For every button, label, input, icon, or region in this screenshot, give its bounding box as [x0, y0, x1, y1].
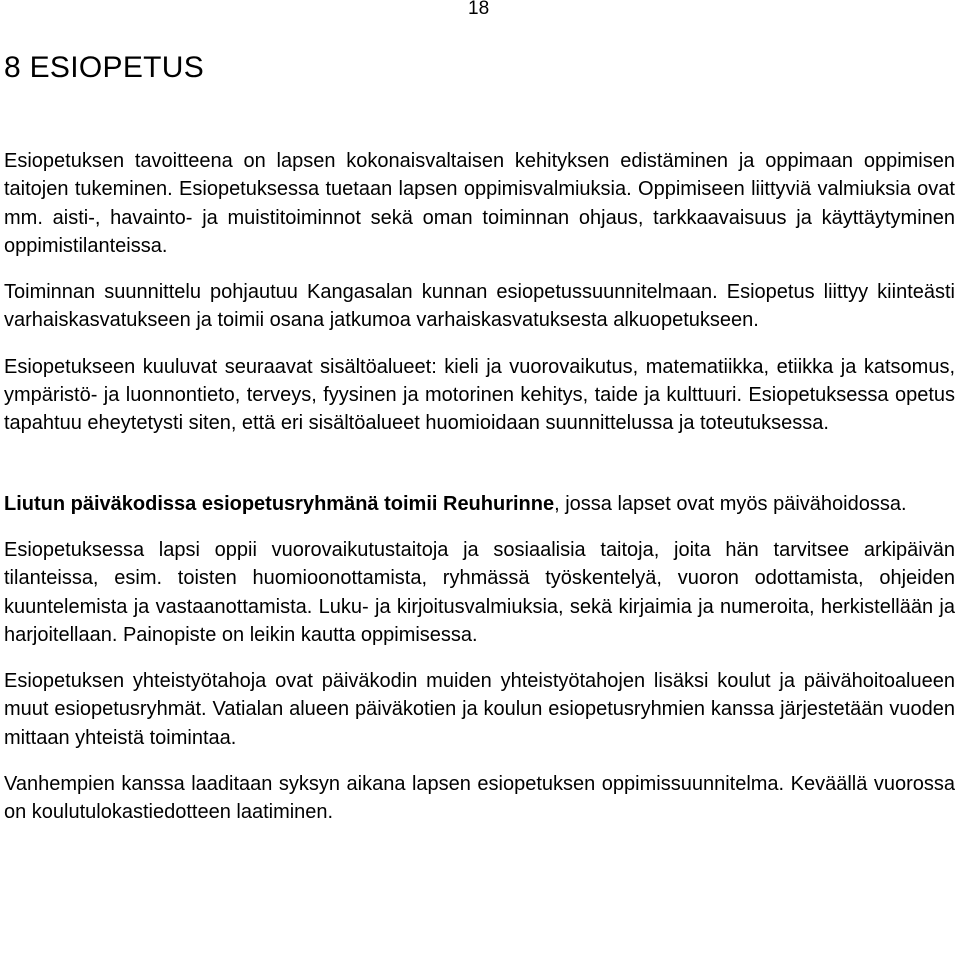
paragraph-parents: Vanhempien kanssa laaditaan syksyn aikana lapsen esiopetuksen oppimissuunnitelma. Keväällä vuorossa on koulutulokastiedotteen laatiminen. [4, 773, 955, 824]
paragraph-goals: Esiopetuksen tavoitteena on lapsen kokonaisvaltaisen kehityksen edistäminen ja oppimaan oppimisen taitojen tukeminen. Esiopetuksessa tuetaan lapsen oppimisvalmiuksia. Oppimiseen liittyviä valmiuksia ovat mm. aisti-, havainto- ja muistitoiminnot sekä oman toiminnan ohjaus, tarkkaavaisuus ja käyttäytyminen oppimistilanteissa. [4, 150, 955, 257]
page-title: 8 ESIOPETUS [4, 51, 205, 84]
document-body [4, 147, 955, 845]
paragraph-cooperation: Esiopetuksen yhteistyötahoja ovat päiväkodin muiden yhteistyötahojen lisäksi koulut ja päivähoitoalueen muut esiopetusryhmät. Vatialan alueen päiväkotien ja koulun esiopetusryhmien kanssa järjestetään vuoden mittaan yhteistä toimintaa. [4, 670, 955, 749]
paragraph-content-areas: Esiopetukseen kuuluvat seuraavat sisältöalueet: kieli ja vuorovaikutus, matematiikka, etiikka ja katsomus, ympäristö- ja luonnontieto, terveys, fyysinen ja motorinen kehitys, taide ja kulttuuri. Esiopetuksessa opetus tapahtuu eheytetysti siten, että eri sisältöalueet huomioidaan suunnittelussa ja toteutuksessa. [4, 355, 955, 435]
paragraph-group [4, 490, 955, 518]
paragraph-learning: Esiopetuksessa lapsi oppii vuorovaikutustaitoja ja sosiaalisia taitoja, joita hän tarvitsee arkipäivän tilanteissa, esim. toisten huomioonottamista, ryhmässä työskentelyä, vuoron odottamista, ohjeiden kuuntelemista ja vastaanottamista. Luku- ja kirjoitusvalmiuksia, sekä kirjaimia ja numeroita, herkistellään ja harjoitellaan. Painopiste on leikin kautta oppimisessa. [4, 538, 955, 646]
paragraph-planning: Toiminnan suunnittelu pohjautuu Kangasalan kunnan esiopetussuunnitelmaan. Esiopetus liittyy kiinteästi varhaiskasvatukseen ja toimii osana jatkumoa varhaiskasvatuksesta alkuopetukseen. [4, 281, 955, 332]
page-number: 18 [468, 0, 490, 19]
group-rest-text: , jossa lapset ovat myös päivähoidossa. [554, 492, 907, 515]
group-name-bold: Liutun päiväkodissa esiopetusryhmänä toimii Reuhurinne [4, 492, 555, 515]
